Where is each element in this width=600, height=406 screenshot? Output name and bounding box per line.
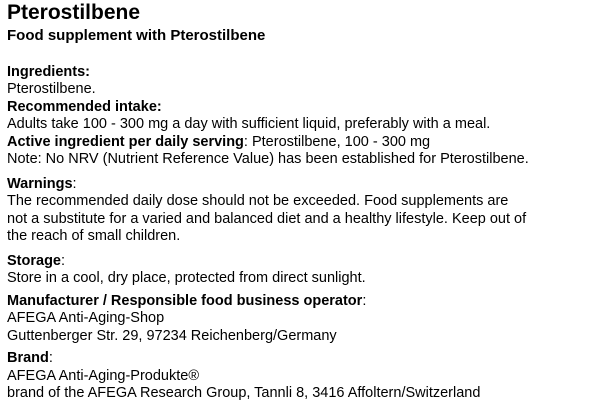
active-ingredient-value: : Pterostilbene, 100 - 300 mg	[243, 133, 431, 150]
intake-heading	[7, 99, 593, 117]
brand-name: AFEGA Anti-Aging-Produkte®	[7, 367, 200, 384]
warnings-line-1: The recommended daily dose should not be exceeded. Food supplements are	[7, 193, 509, 209]
warnings-line-2: not a substitute for a varied and balanced diet and a healthy lifestyle. Keep out of	[7, 210, 527, 227]
storage-value: Store in a cool, dry place, protected from direct sunlight.	[7, 270, 366, 286]
section-manufacturer	[7, 293, 593, 346]
warnings-line-3: the reach of small children.	[7, 228, 181, 244]
active-ingredient-label: Active ingredient per daily serving	[7, 133, 244, 150]
ingredients-heading-text: Ingredients:	[7, 63, 90, 80]
storage-heading-colon: :	[61, 252, 66, 269]
nrv-note: Note: No NRV (Nutrient Reference Value) has been established for Pterostilbene.	[7, 151, 529, 167]
storage-heading-text: Storage	[7, 252, 61, 269]
manufacturer-heading-colon: :	[362, 292, 367, 309]
section-warnings	[7, 176, 593, 246]
brand-detail: brand of the AFEGA Research Group, Tannli 8, 3416 Affoltern/Switzerland	[7, 385, 481, 401]
manufacturer-heading	[7, 293, 593, 311]
section-storage	[7, 253, 593, 288]
section-recommended-intake	[7, 99, 593, 169]
ingredients-value: Pterostilbene.	[7, 81, 96, 97]
active-ingredient-line	[7, 134, 593, 152]
section-ingredients	[7, 64, 593, 99]
intake-instructions: Adults take 100 - 300 mg a day with sufficient liquid, preferably with a meal.	[7, 116, 491, 132]
warnings-heading-colon: :	[72, 175, 77, 192]
product-title: Pterostilbene	[7, 1, 141, 24]
warnings-heading-text: Warnings	[7, 175, 73, 192]
brand-heading-colon: :	[48, 350, 53, 366]
manufacturer-address: Guttenberger Str. 29, 97234 Reichenberg/Germany	[7, 327, 337, 344]
warnings-heading	[7, 176, 593, 194]
ingredients-heading	[7, 64, 593, 82]
brand-heading	[7, 350, 593, 368]
section-brand	[7, 350, 593, 403]
product-subtitle: Food supplement with Pterostilbene	[7, 27, 266, 44]
intake-heading-text: Recommended intake:	[7, 98, 162, 115]
manufacturer-heading-text: Manufacturer / Responsible food business operator	[7, 292, 363, 309]
manufacturer-name: AFEGA Anti-Aging-Shop	[7, 310, 165, 326]
brand-heading-text: Brand	[7, 350, 49, 366]
storage-heading	[7, 253, 593, 271]
